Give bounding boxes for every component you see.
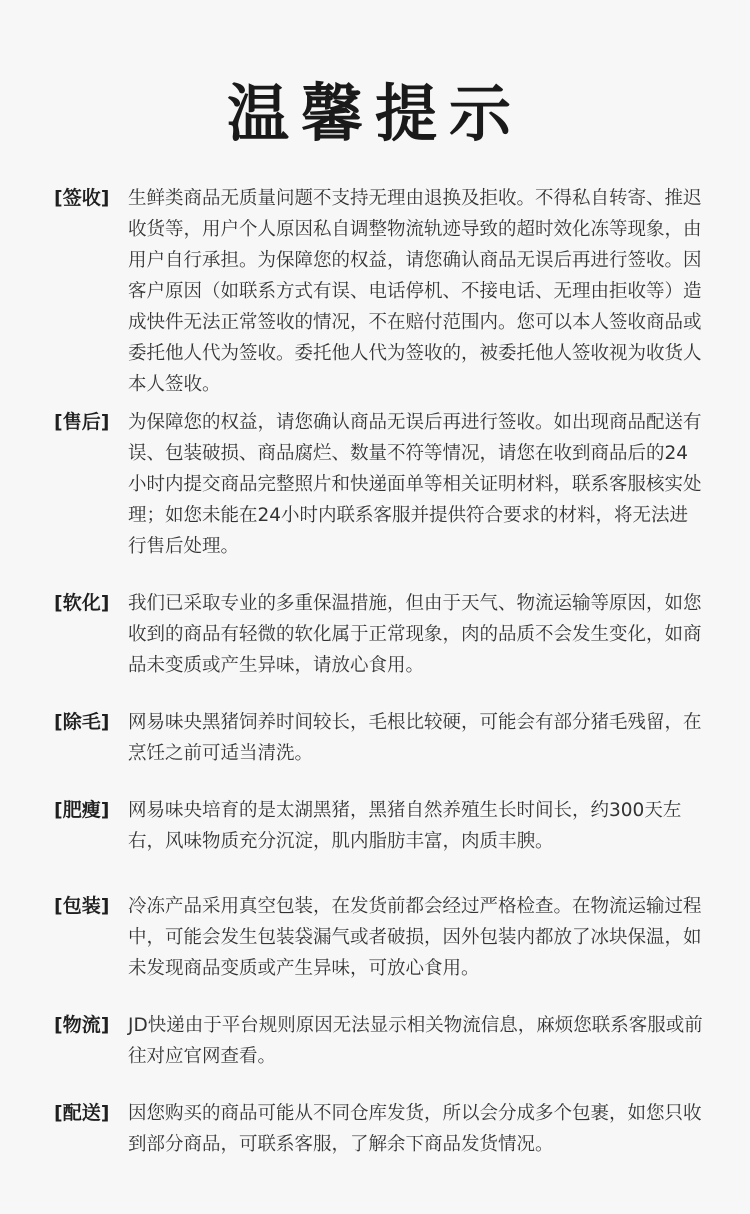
notice-after-sales [54,407,704,562]
notice-hair-removal [54,707,704,769]
notice-logistics [54,1010,704,1072]
notice-tag: [ 配送 ] [54,1098,128,1129]
notice-text: 网易味央培育的是太湖黑猪，黑猪自然养殖生长时间长，约300天左右，风味物质充分沉淀，肌内脂肪丰富，肉质丰腴。 [128,800,682,852]
notice-tag: [ 售后 ] [54,407,128,438]
notice-tag: [ 包装 ] [54,891,128,922]
notice-tag: [ 肥瘦 ] [54,795,128,826]
notice-fat-lean [54,795,704,857]
notice-text: 网易味央黑猪饲养时间较长，毛根比较硬，可能会有部分猪毛残留，在烹饪之前可适当清洗。 [128,712,702,764]
notice-text: 为保障您的权益，请您确认商品无误后再进行签收。如出现商品配送有误、包装破损、商品腐烂、数量不符等情况，请您在收到商品后的24小时内提交商品完整照片和快递面单等相关证明材料，联系客服核实处理；如您未能在24小时内联系客服并提供符合要求的材料，将无法进行售后处理。 [128,412,702,557]
notice-delivery [54,1098,704,1160]
notice-tag: [ 除毛 ] [54,707,128,738]
notice-tag: [ 签收 ] [54,183,128,214]
notice-tag: [ 软化 ] [54,588,128,619]
notice-packaging [54,891,704,984]
notice-text: 冷冻产品采用真空包装，在发货前都会经过严格检查。在物流运输过程中，可能会发生包装袋漏气或者破损，因外包装内都放了冰块保温，如未发现商品变质或产生异味，可放心食用。 [128,896,702,979]
notice-sign-for [54,183,704,400]
notice-tag: [ 物流 ] [54,1010,128,1041]
notice-text: JD快递由于平台规则原因无法显示相关物流信息，麻烦您联系客服或前往对应官网查看。 [128,1015,703,1067]
notice-text: 生鲜类商品无质量问题不支持无理由退换及拒收。不得私自转寄、推迟收货等，用户个人原因私自调整物流轨迹导致的超时效化冻等现象，由用户自行承担。为保障您的权益，请您确认商品无误后再进行签收。因客户原因（如联系方式有误、电话停机、不接电话、无理由拒收等）造成快件无法正常签收的情况，不在赔付范围内。您可以本人签收商品或委托他人代为签收。委托他人代为签收的，被委托他人签收视为收货人本人签收。 [128,188,702,395]
notice-text: 我们已采取专业的多重保温措施，但由于天气、物流运输等原因，如您收到的商品有轻微的软化属于正常现象，肉的品质不会发生变化，如商品未变质或产生异味，请放心食用。 [128,593,702,676]
notice-softening [54,588,704,681]
page-title: 温馨提示 [226,77,523,150]
notice-text: 因您购买的商品可能从不同仓库发货，所以会分成多个包裹，如您只收到部分商品，可联系客服，了解余下商品发货情况。 [128,1103,702,1155]
